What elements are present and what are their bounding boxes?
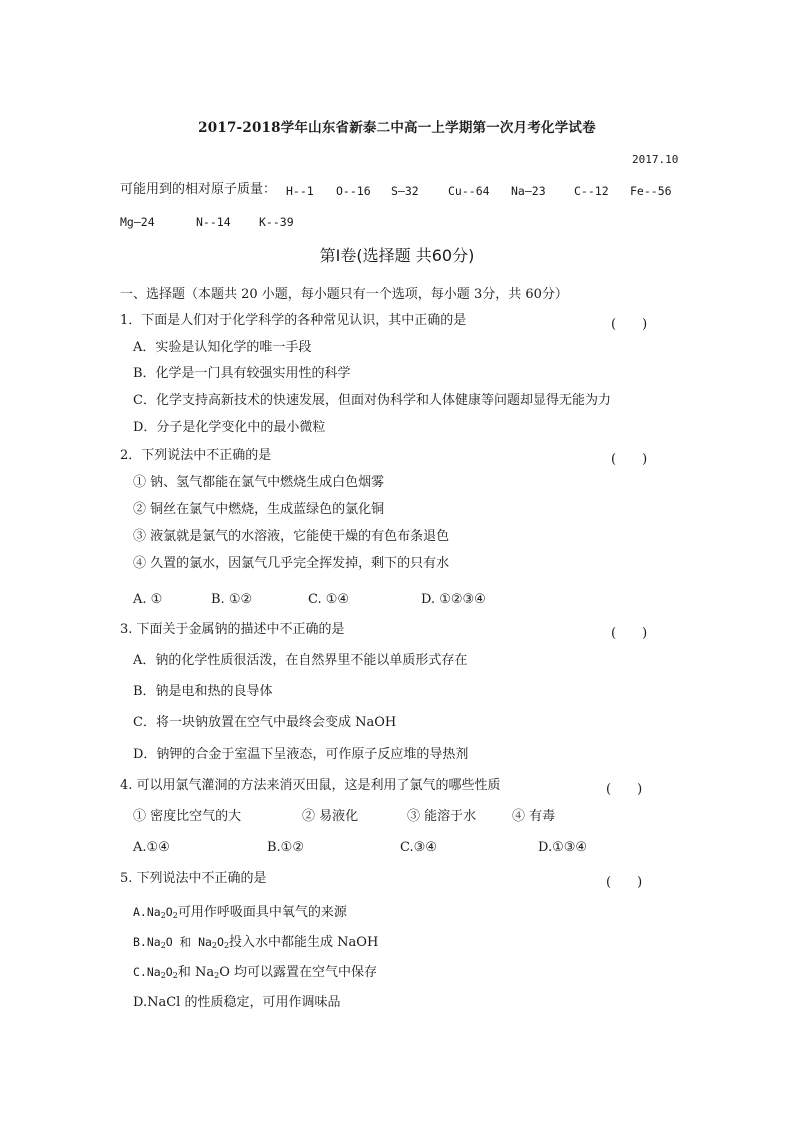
question-2-choice-d: D. ①②③④ bbox=[421, 592, 486, 607]
question-5-option-d: D.NaCl 的性质稳定，可用作调味品 bbox=[133, 995, 341, 1010]
mass-o: O--16 bbox=[336, 184, 371, 198]
exam-date: 2017.10 bbox=[632, 153, 679, 166]
question-4-answer-paren: ( ) bbox=[606, 782, 643, 797]
question-2-stem: 2．下列说法中不正确的是 bbox=[120, 448, 272, 463]
question-5-answer-paren: ( ) bbox=[606, 875, 643, 890]
question-3-stem: 3. 下面关于金属钠的描述中不正确的是 bbox=[120, 622, 345, 637]
question-5-stem: 5. 下列说法中不正确的是 bbox=[120, 871, 267, 886]
question-5-option-b: $B.Na_2O$ 和 $Na_2O_2$投入水中都能生成 NaOH bbox=[133, 935, 379, 950]
question-4-choice-d: D.①③④ bbox=[538, 840, 588, 855]
question-5-option-c: $C.Na_2O_2$和 $Na_2O$ 均可以露置在空气中保存 bbox=[133, 965, 377, 980]
question-4-choice-c: C.③④ bbox=[400, 840, 437, 855]
question-1-stem: 1．下面是人们对于化学科学的各种常见认识，其中正确的是 bbox=[120, 313, 467, 328]
mass-mg: Mg—24 bbox=[120, 215, 155, 229]
mass-fe: Fe--56 bbox=[630, 184, 672, 198]
question-1-answer-paren: ( ) bbox=[611, 317, 648, 332]
mass-cu: Cu--64 bbox=[448, 184, 490, 198]
question-1-option-b: B．化学是一门具有较强实用性的科学 bbox=[133, 366, 351, 381]
question-3-option-c: C．将一块钠放置在空气中最终会变成 NaOH bbox=[133, 715, 397, 730]
question-3-option-b: B．钠是电和热的良导体 bbox=[133, 684, 273, 699]
question-4-statement-1: ① 密度比空气的大 bbox=[133, 809, 242, 824]
question-4-statement-3: ③ 能溶于水 bbox=[407, 809, 477, 824]
question-1-option-c: C．化学支持高新技术的快速发展，但面对伪科学和人体健康等问题却显得无能为力 bbox=[133, 393, 611, 408]
question-4-stem: 4. 可以用氯气灌洞的方法来消灭田鼠，这是利用了氯气的哪些性质 bbox=[120, 778, 501, 793]
mass-c: C--12 bbox=[574, 184, 609, 198]
mass-n: N--14 bbox=[196, 215, 231, 229]
mass-k: K--39 bbox=[259, 215, 294, 229]
question-2-choice-b: B. ①② bbox=[211, 592, 253, 607]
question-1-option-a: A．实验是认知化学的唯一手段 bbox=[133, 340, 312, 355]
question-2-choice-c: C. ①④ bbox=[308, 592, 350, 607]
mass-na: Na—23 bbox=[511, 184, 546, 198]
atomic-mass-row-1 bbox=[120, 182, 276, 198]
question-3-answer-paren: ( ) bbox=[611, 626, 648, 641]
question-4-statement-2: ② 易液化 bbox=[302, 809, 359, 824]
question-3-option-a: A．钠的化学性质很活泼，在自然界里不能以单质形式存在 bbox=[133, 653, 468, 668]
mass-h: H--1 bbox=[286, 184, 314, 198]
question-2-answer-paren: ( ) bbox=[611, 452, 648, 467]
section-instruction: 一、选择题（本题共 20 小题，每小题只有一个选项，每小题 3分，共 60分） bbox=[120, 287, 568, 302]
question-5-option-a: $A.Na_2O_2$可用作呼吸面具中氧气的来源 bbox=[133, 905, 347, 920]
question-2-statement-1: ① 钠、氢气都能在氯气中燃烧生成白色烟雾 bbox=[133, 475, 385, 490]
question-2-statement-4: ④ 久置的氯水，因氯气几乎完全挥发掉，剩下的只有水 bbox=[133, 556, 450, 571]
question-1-option-d: D．分子是化学变化中的最小微粒 bbox=[133, 420, 326, 435]
question-3-option-d: D．钠钾的合金于室温下呈液态，可作原子反应堆的导热剂 bbox=[133, 747, 469, 762]
mass-s: S—32 bbox=[391, 184, 419, 198]
atomic-mass-label: 可能用到的相对原子质量： bbox=[120, 182, 277, 197]
question-4-choice-a: A.①④ bbox=[133, 840, 170, 855]
question-4-statement-4: ④ 有毒 bbox=[512, 809, 556, 824]
question-2-statement-2: ② 铜丝在氯气中燃烧，生成蓝绿色的氯化铜 bbox=[133, 502, 385, 517]
section-title: 第Ⅰ卷(选择题 共60分) bbox=[319, 246, 475, 265]
question-2-statement-3: ③ 液氯就是氯气的水溶液，它能使干燥的有色布条退色 bbox=[133, 529, 450, 544]
exam-title: 2017-2018学年山东省新泰二中高一上学期第一次月考化学试卷 bbox=[198, 120, 596, 136]
question-4-choice-b: B.①② bbox=[267, 840, 304, 855]
question-2-choice-a: A. ① bbox=[133, 592, 163, 607]
